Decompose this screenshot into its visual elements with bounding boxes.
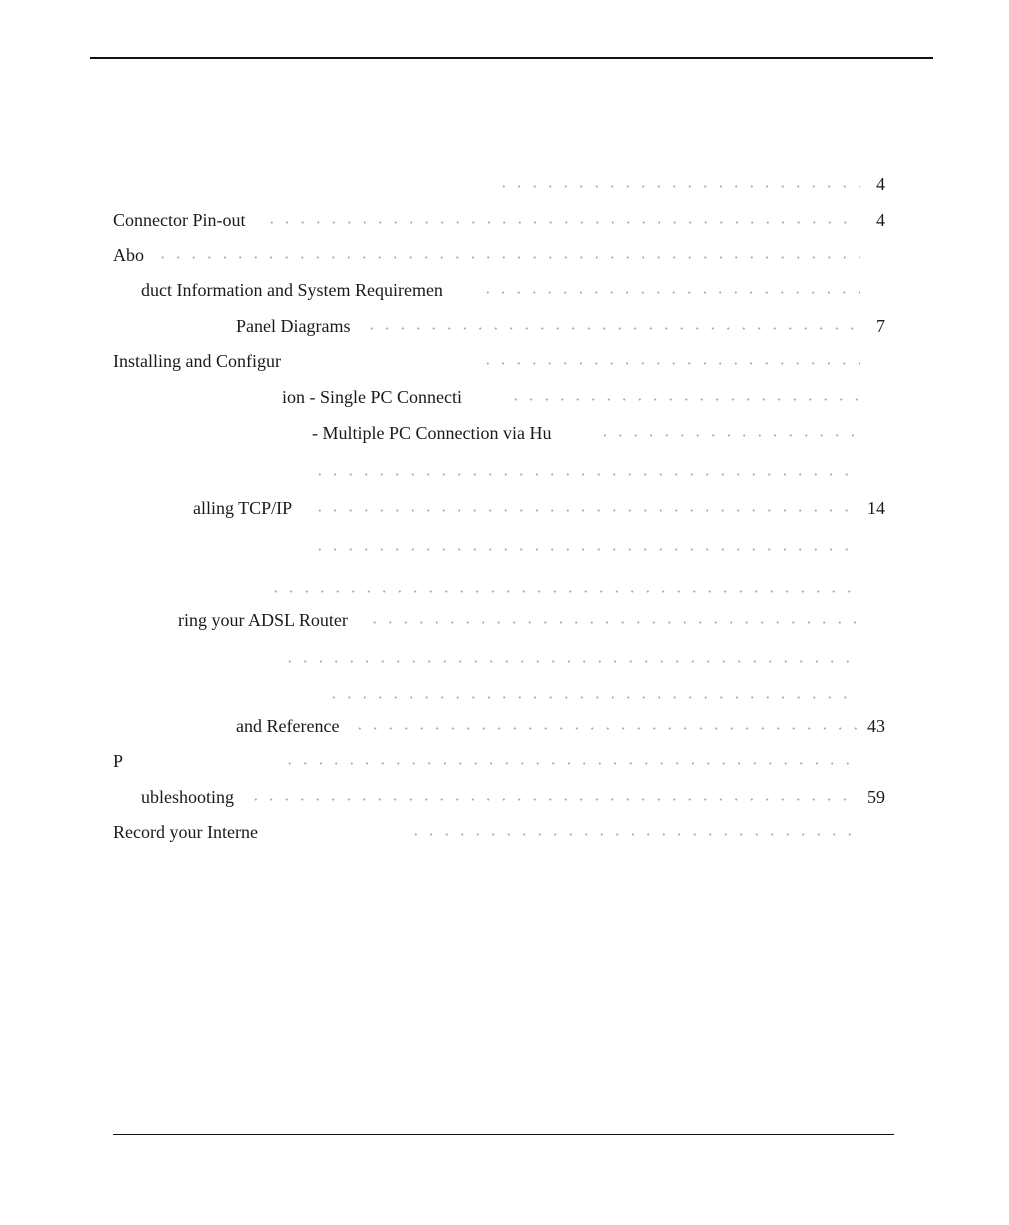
dot-leader	[480, 291, 860, 294]
toc-entry-title: ring your ADSL Router	[178, 610, 348, 630]
toc-entry-title: Panel Diagrams	[236, 316, 351, 336]
header-rule	[90, 57, 933, 59]
toc-entry[interactable]	[0, 460, 1009, 484]
toc-entry[interactable]	[0, 608, 1009, 632]
dot-leader	[480, 362, 860, 365]
toc-entry[interactable]	[0, 749, 1009, 773]
toc-entry[interactable]	[0, 647, 1009, 671]
toc-entry-page: 43	[867, 716, 885, 736]
dot-leader	[364, 327, 860, 330]
toc-entry[interactable]	[0, 208, 1009, 232]
toc-entry-page: 4	[876, 210, 885, 230]
toc-entry-title: and Reference	[236, 716, 340, 736]
dot-leader	[155, 256, 860, 259]
toc-entry[interactable]	[0, 278, 1009, 302]
toc-entry-title: ion - Single PC Connecti	[282, 387, 462, 407]
toc-entry-title: Connector Pin-out	[113, 210, 246, 230]
toc-entry[interactable]	[0, 349, 1009, 373]
footer-rule	[113, 1134, 894, 1135]
dot-leader	[248, 798, 857, 801]
toc-entry[interactable]	[0, 714, 1009, 738]
toc-entry[interactable]	[0, 496, 1009, 520]
toc-entry[interactable]	[0, 314, 1009, 338]
dot-leader	[268, 590, 860, 593]
toc-entry[interactable]	[0, 421, 1009, 445]
toc-entry-page: 59	[867, 787, 885, 807]
dot-leader	[367, 621, 860, 624]
toc-entry-title: P	[113, 751, 124, 771]
toc-entry-title: alling TCP/IP	[193, 498, 293, 518]
dot-leader	[408, 833, 860, 836]
dot-leader	[264, 221, 860, 224]
toc-entry[interactable]	[0, 820, 1009, 844]
toc-entry-title: Record your Interne	[113, 822, 258, 842]
dot-leader	[312, 548, 860, 551]
toc-entry-page: 7	[876, 316, 885, 336]
dot-leader	[282, 762, 860, 765]
toc-entry-title: - Multiple PC Connection via Hu	[312, 423, 552, 443]
toc-entry[interactable]	[0, 577, 1009, 601]
toc-entry-page: 14	[867, 498, 885, 518]
dot-leader	[282, 660, 860, 663]
toc-entry[interactable]	[0, 385, 1009, 409]
toc-entry[interactable]	[0, 243, 1009, 267]
toc-entry[interactable]	[0, 785, 1009, 809]
toc-entry[interactable]	[0, 535, 1009, 559]
dot-leader	[508, 398, 860, 401]
dot-leader	[496, 185, 860, 188]
dot-leader	[597, 434, 860, 437]
toc-entry-title: Installing and Configur	[113, 351, 281, 371]
dot-leader	[312, 509, 857, 512]
dot-leader	[326, 696, 860, 699]
toc-entry-title: ubleshooting	[141, 787, 234, 807]
toc-entry-title: Abo	[113, 245, 144, 265]
toc-entry[interactable]	[0, 172, 1009, 196]
dot-leader	[352, 727, 857, 730]
toc-entry-title: duct Information and System Requiremen	[141, 280, 443, 300]
toc-entry[interactable]	[0, 683, 1009, 707]
dot-leader	[312, 473, 860, 476]
toc-entry-page: 4	[876, 174, 885, 194]
